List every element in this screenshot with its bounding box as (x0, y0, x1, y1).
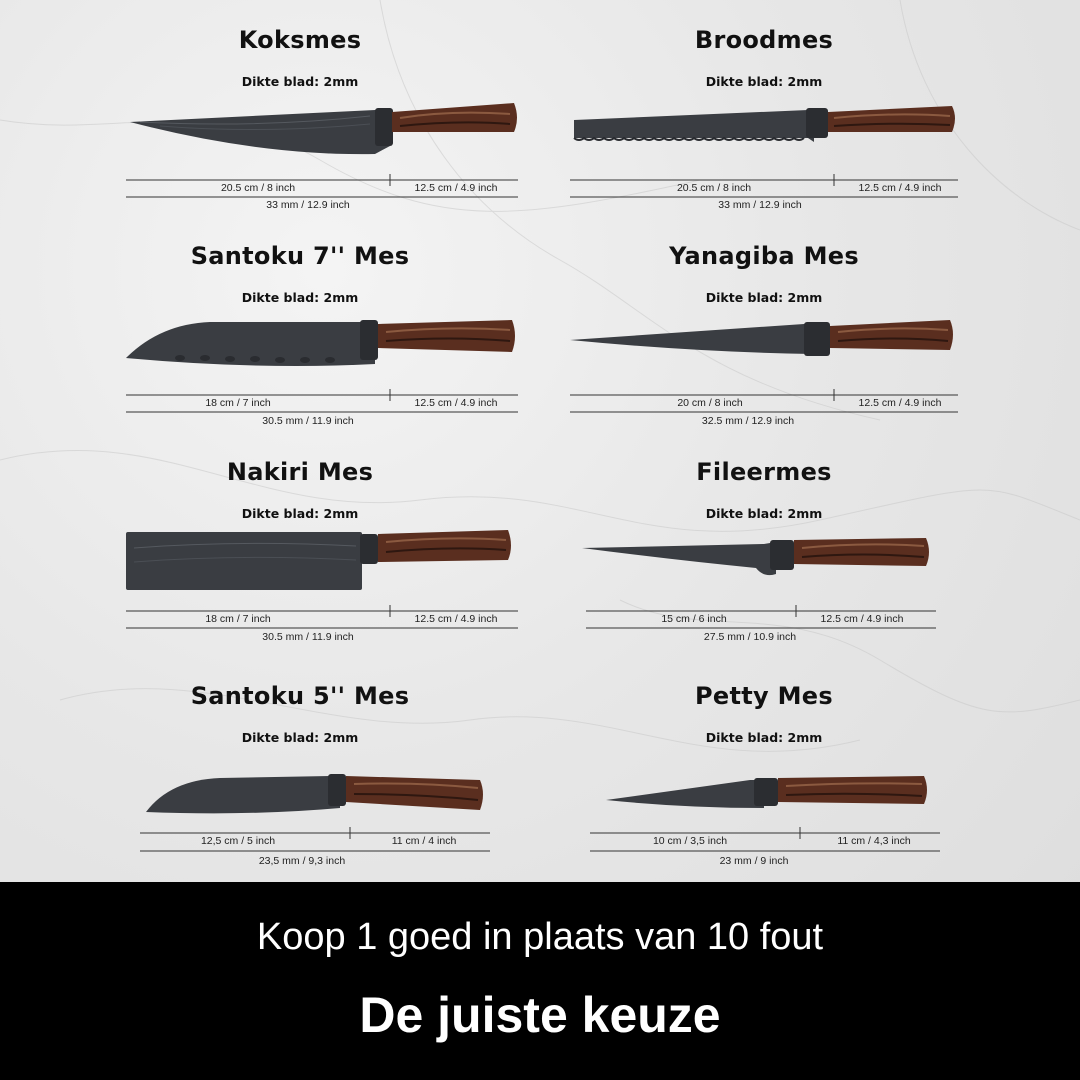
dimension-lines (494, 242, 1034, 458)
blade-thickness: Dikte blad: 2mm (241, 74, 359, 89)
knife-title: Fileermes (696, 458, 832, 486)
handle-length: 12.5 cm / 4.9 inch (414, 397, 498, 409)
blade-length: 12,5 cm / 5 inch (200, 835, 276, 847)
blade-thickness: Dikte blad: 2mm (705, 730, 823, 745)
knife-card-broodmes (494, 26, 1034, 242)
footer-headline: De juiste keuze (359, 987, 721, 1043)
knife-card-yanagiba (494, 242, 1034, 458)
dimension-lines (494, 458, 1034, 674)
handle-length: 12.5 cm / 4.9 inch (858, 182, 942, 194)
knife-card-santoku-5 (30, 682, 570, 898)
knife-card-nakiri (30, 458, 570, 674)
handle-length: 12.5 cm / 4.9 inch (858, 397, 942, 409)
knife-title: Yanagiba Mes (669, 242, 859, 270)
blade-thickness: Dikte blad: 2mm (705, 74, 823, 89)
blade-length: 20.5 cm / 8 inch (676, 182, 752, 194)
handle-length: 12.5 cm / 4.9 inch (414, 182, 498, 194)
total-length: 32.5 mm / 12.9 inch (701, 415, 795, 427)
total-length: 23,5 mm / 9,3 inch (258, 855, 346, 867)
knife-title: Petty Mes (695, 682, 833, 710)
blade-length: 15 cm / 6 inch (661, 613, 727, 625)
blade-thickness: Dikte blad: 2mm (241, 506, 359, 521)
blade-length: 18 cm / 7 inch (205, 397, 271, 409)
knife-card-santoku-7 (30, 242, 570, 458)
dimension-lines (30, 682, 570, 898)
total-length: 30.5 mm / 11.9 inch (262, 415, 354, 427)
knife-card-koksmes (30, 26, 570, 242)
footer-tagline: Koop 1 goed in plaats van 10 fout (256, 916, 824, 958)
dimension-lines (30, 242, 570, 458)
knife-title: Santoku 7'' Mes (190, 242, 410, 270)
knife-title: Koksmes (238, 26, 362, 54)
blade-thickness: Dikte blad: 2mm (241, 290, 359, 305)
knife-title: Santoku 5'' Mes (190, 682, 410, 710)
blade-length: 20.5 cm / 8 inch (220, 182, 296, 194)
knife-title: Broodmes (694, 26, 834, 54)
dimension-lines (30, 26, 570, 242)
handle-length: 12.5 cm / 4.9 inch (414, 613, 498, 625)
blade-length: 20 cm / 8 inch (677, 397, 743, 409)
total-length: 30.5 mm / 11.9 inch (262, 631, 354, 643)
knife-title: Nakiri Mes (226, 458, 374, 486)
total-length: 33 mm / 12.9 inch (266, 199, 350, 211)
handle-length: 12.5 cm / 4.9 inch (820, 613, 904, 625)
blade-length: 10 cm / 3,5 inch (652, 835, 728, 847)
knife-card-petty (494, 682, 1034, 898)
total-length: 33 mm / 12.9 inch (718, 199, 802, 211)
knife-card-fileermes (494, 458, 1034, 674)
blade-thickness: Dikte blad: 2mm (241, 730, 359, 745)
handle-length: 11 cm / 4 inch (391, 835, 457, 847)
blade-length: 18 cm / 7 inch (205, 613, 271, 625)
blade-thickness: Dikte blad: 2mm (705, 506, 823, 521)
footer-banner (0, 882, 1080, 1080)
total-length: 27.5 mm / 10.9 inch (703, 631, 797, 643)
dimension-lines (494, 26, 1034, 242)
total-length: 23 mm / 9 inch (719, 855, 789, 867)
dimension-lines (30, 458, 570, 674)
blade-thickness: Dikte blad: 2mm (705, 290, 823, 305)
dimension-lines (494, 682, 1034, 898)
handle-length: 11 cm / 4,3 inch (837, 835, 911, 847)
